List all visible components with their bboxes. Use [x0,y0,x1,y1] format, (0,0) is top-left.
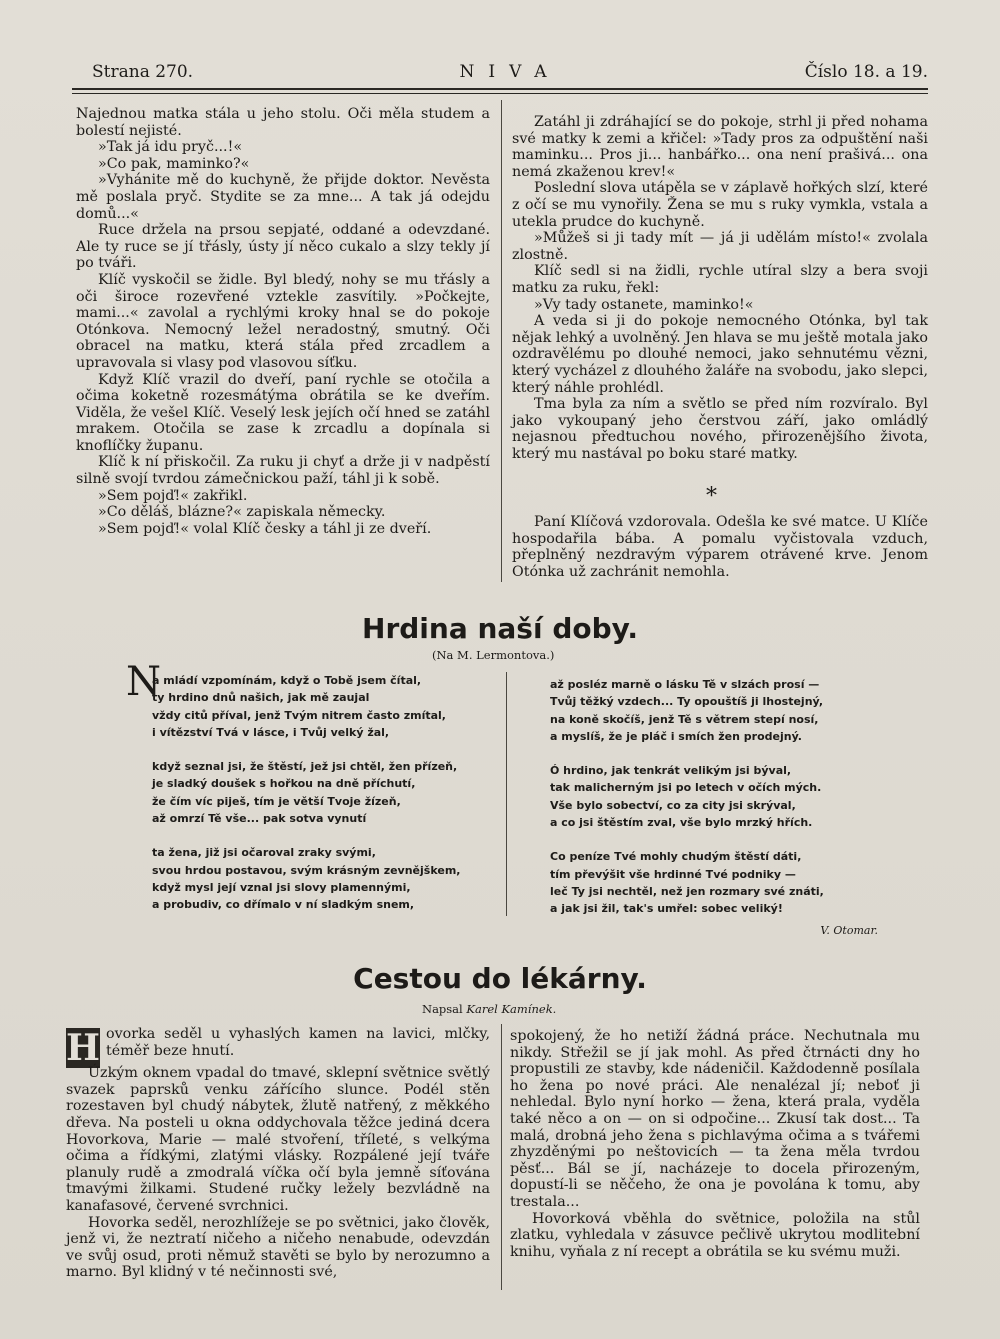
verse-line: až omrzí Tě vše... pak sotva vynutí [152,812,367,826]
paragraph: Klíč k ní přiskočil. Za ruku ji chyť a drže ji v nadpěstí silně svojí tvrdou zámečnickou paží, táhl ji k sobě. [76,454,490,488]
paragraph: Úzkým oknem vpadal do tmavé, sklepní světnice světlý svazek paprsků venku zářícího slunce. Podél stěn rozestaven byl chudý nábytek, žlutě natřený, z měkkého dřeva. Na posteli u okna oddychovala těžce jediná dcera Hovorkova, Marie — malé stvoření, tříleté, s velkýma očima a řídkými, zlatými vlásky. Rozpálené její tváře planuly rudě a zmodralá víčka očí byla jemně síťována tmavými žilkami. Studené ručky ležely bezvládně na kanafasové, červené svrchnici. [66,1065,490,1214]
verse-line: když seznal jsi, že štěstí, jež jsi chtěl, žen přízeň, [152,760,458,774]
paragraph: Hovorková vběhla do světnice, položila na stůl zlatku, vyhledala v zásuvce pečlivě ukrytou modlitební knihu, vyňala z ní recept a obrátila se ku svému muži. [510,1210,920,1260]
paragraph: »Vyhánite mě do kuchyně, že přijde doktor. Nevěsta mě poslala pryč. Stydite se za mne... A tak já odejdu domů...« [76,172,490,222]
poem-initial: N [126,659,161,705]
verse-line: leč Ty jsi nechtěl, než jen rozmary své znáti, [550,884,824,898]
page-header [92,62,928,86]
verse-line: a mládí vzpomínám, když o Tobě jsem čítal, [152,674,422,687]
poem-right-column [550,676,824,918]
column-divider [501,100,502,582]
paragraph: »Vy tady ostanete, maminko!« [534,296,754,313]
verse-line: ty hrdino dnů našich, jak mě zaujal [152,691,370,705]
paragraph: ovorka seděl u vyhaslých kamen na lavici, mlčky, téměř beze hnutí. [106,1026,490,1059]
section-asterisk: * [706,484,717,509]
header-rule [72,88,928,90]
verse-line: a probudiv, co dřímalo v ní sladkým snem, [152,898,415,912]
verse-line: je sladký doušek s hořkou na dně příchutí, [152,777,416,791]
drop-cap: H [66,1027,101,1069]
paragraph: Když Klíč vrazil do dveří, paní rychle se otočila a očima koketně rozesmátýma obrátila se ke dveřím. Viděla, že vešel Klíč. Veselý lesk jejích očí hned se zatáhl mrakem. Otočila se zase k zrcadlu a dopínala si knoflíčky županu. [76,371,490,454]
poem-left-column [152,672,460,914]
verse-line: Tvůj těžký vzdech... Ty opouštíš ji lhostejný, [550,695,824,709]
verse-line: a myslíš, že je pláč i smích žen prodejný. [550,729,802,743]
verse-line: ta žena, již jsi očaroval zraky svými, [152,846,376,860]
header-rule-thin [72,93,928,94]
poem-subtitle: (Na M. Lermontova.) [432,648,555,662]
paragraph: Klíč vyskočil se židle. Byl bledý, nohy se mu třásly a oči široce rozevřené vztekle zasvítily. »Počkejte, mami...« zavolal a rychlými kroky hnal se do pokoje Otónkova. Nemocný ležel neradostný, smutný. Oči obracel na matku, která stála před zrcadlem a upravovala si vlasy pod vlasovou síťku. [76,271,490,371]
paragraph: Tma byla za ním a světlo se před ním rozvíralo. Byl jako vykoupaný jeho čerstvou září, jako omládlý nejasnou předtuchou nového, přirozenějšího života, který mu nastával po boku staré matky. [512,396,928,462]
byline-prefix: Napsal [422,1002,463,1016]
verse-line: že čím víc piješ, tím je větší Tvoje žízeň, [152,794,401,808]
poem-title: Hrdina naší doby. [362,612,638,645]
paragraph: Hovorka seděl, nerozhlížeje se po světnici, jako člověk, jenž vi, že neztratí ničeho a ničeho nenabude, odevzdán ve svůj osud, proti němuž stavěti se bylo by nerozumno a marno. Byl klidný v té nečinnosti své, [66,1214,490,1281]
paragraph: »Co děláš, blázne?« zapiskala německy. [98,504,386,521]
verse-line: svou hrdou postavou, svým krásným zevnějškem, [152,863,461,877]
paragraph: »Sem pojď!« volal Klíč česky a táhl ji ze dveří. [98,520,432,537]
verse-line: a jak jsi žil, tak's umřel: sobec veliký! [550,902,783,916]
paragraph: Klíč sedl si na židli, rychle utíral slzy a bera svoji matku za ruku, řekl: [512,263,928,296]
paragraph: Paní Klíčová vzdorovala. Odešla ke své matce. U Klíče hospodařila bába. A pomalu vyčistovala vzduch, přeplněný nezdravým výparem otrávené krve. Jenom Otónka už zachránit nemohla. [512,514,928,580]
paragraph: »Sem pojď!« zakřikl. [98,487,248,504]
verse-line: vždy citů příval, jenž Tvým nitrem často zmítal, [152,708,446,722]
story1-left-column [76,106,490,537]
story1-ending [512,514,928,580]
paragraph: Najednou matka stála u jeho stolu. Oči měla studem a bolestí nejisté. [76,106,490,139]
verse-line: tím převýšit vše hrdinné Tvé podniky — [550,867,796,881]
verse-line: když mysl její vznal jsi slovy plamennými, [152,880,411,894]
paragraph: Zatáhl ji zdráhající se do pokoje, strhl ji před nohama své matky k zemi a křičel: »Tady pros za odpuštění naši maminku... Pros ji... hanbářko... ona není prašivá... ona nemá zkaženou krev!« [512,114,928,180]
journal-title: NIVA [459,62,561,82]
byline-author: Karel Kamínek. [466,1002,557,1016]
issue-number: Číslo 18. a 19. [804,62,928,82]
paragraph: »Co pak, maminko?« [98,155,250,172]
paragraph: Ruce držela na prsou sepjaté, oddané a odevzdané. Ale ty ruce se jí třásly, ústy jí něco cukalo a slzy tekly jí po tváři. [76,222,490,272]
verse-line: Vše bylo sobectví, co za city jsi skrýval, [550,798,796,812]
verse-line: i vítězství Tvá v lásce, i Tvůj velký žal, [152,725,390,739]
verse-line: a co jsi štěstím zval, vše bylo mrzký hřích. [550,816,813,830]
story2-divider [501,1024,502,1290]
verse-line: tak malicherným jsi po letech v očích mých. [550,781,822,795]
page-number: Strana 270. [92,62,194,82]
story2-byline [422,1002,556,1016]
story2-title: Cestou do lékárny. [353,962,647,995]
verse-line: na koně skočíš, jenž Tě s větrem stepí nosí, [550,712,819,726]
verse-line: až posléz marně o lásku Tě v slzách prosí — [550,678,820,691]
story1-right-column [512,114,928,462]
paragraph: »Tak já idu pryč...!« [98,139,243,156]
story2-right-column [510,1028,920,1260]
paragraph: Poslední slova utápěla se v záplavě hořkých slzí, které z očí se mu vynořily. Žena se mu s ruky vymkla, vstala a utekla prudce do kuchyně. [512,180,928,230]
paragraph: »Můžeš si ji tady mít — já ji udělám místo!« zvolala zlostně. [512,230,928,263]
verse-line: Co peníze Tvé mohly chudým štěstí dáti, [550,850,802,864]
paragraph: A veda si ji do pokoje nemocného Otónka, byl tak nějak lehký a uvolněný. Jen hlava se mu ještě motala jako ozdravělému po dlouhé nemoci, jako sehnutému vězni, který vycházel z dlouhého žaláře na svobodu, jako slepci, který náhle prohlédl. [512,313,928,396]
poem-divider [506,672,507,916]
poem-signature: V. Otomar. [820,924,878,937]
paragraph: spokojený, že ho netiží žádná práce. Nechutnala mu nikdy. Střežil se jí jak mohl. As před čtrnácti dny ho propustili ze stavby, kde nádeničil. Každodenně posílala ho žena po nové práci. Ale nenalézal jí; neboť ji nehledal. Bylo nyní horko — žena, která prala, vyděla také něco a on — on si odpočine... Zkusí tak dost... Ta malá, drobná jeho žena s pichlavýma očima a s tvářemi zhyzděnými po neštovicích — ta žena měla tvrdou pěsť... Bál se jí, nacházeje to docela přirozeným, dopustí-li se něčeho, že ona je povolána k tomu, aby trestala... [510,1028,920,1210]
verse-line: Ó hrdino, jak tenkrát velikým jsi býval, [550,764,792,778]
story2-left-column [66,1026,490,1281]
